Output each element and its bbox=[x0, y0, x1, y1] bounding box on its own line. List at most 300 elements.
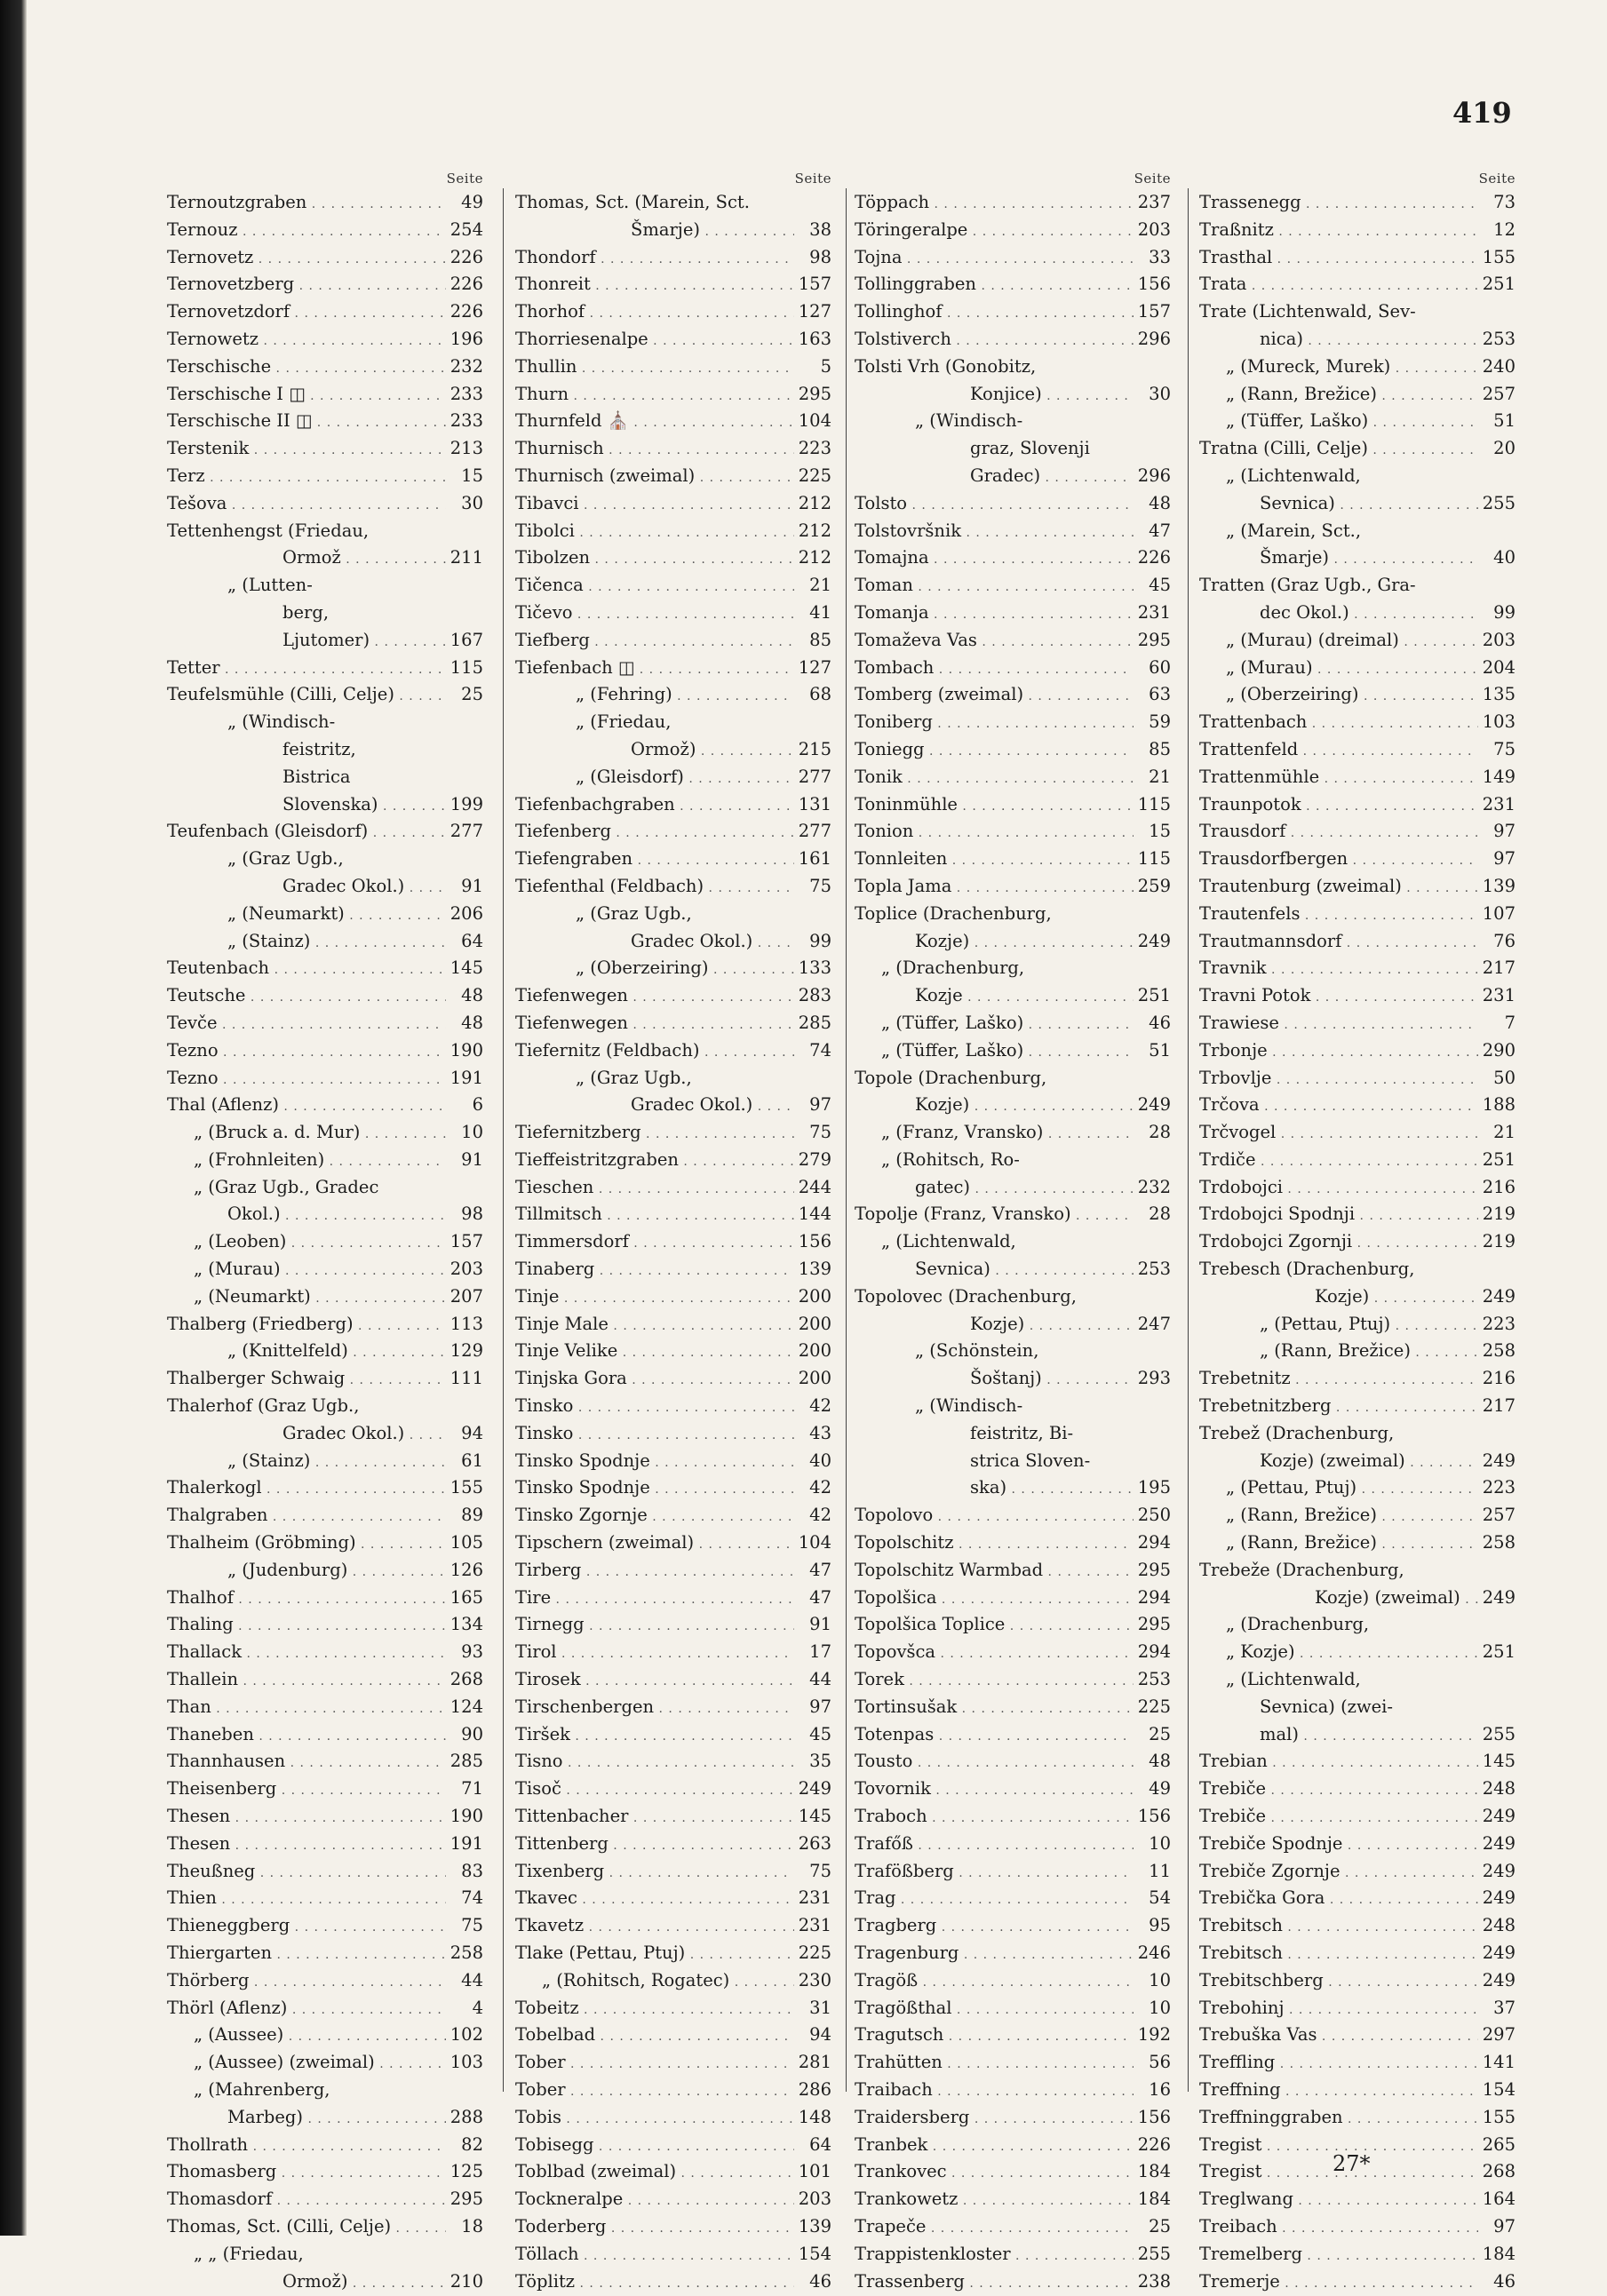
entry-page: 293 bbox=[1137, 1368, 1171, 1389]
entry-page: 254 bbox=[449, 218, 483, 240]
entry-page: 200 bbox=[798, 1340, 831, 1362]
entry-name: Tettenhengst (Friedau, bbox=[167, 520, 370, 541]
entry-name: „ (Gleisdorf) . . . bbox=[515, 765, 794, 792]
column-divider bbox=[503, 188, 504, 2092]
index-entry bbox=[1199, 1366, 1516, 1394]
entry-name: Tragößthal . . . bbox=[855, 1996, 1134, 2023]
index-entry bbox=[855, 2050, 1171, 2078]
entry-name: Ljutomer) . . . bbox=[167, 628, 446, 655]
index-entry bbox=[1199, 327, 1516, 354]
entry-name: Thomasberg . . . bbox=[167, 2159, 446, 2187]
entry-page: 165 bbox=[449, 1586, 483, 1608]
index-entry bbox=[855, 1092, 1171, 1120]
index-entry bbox=[855, 1503, 1171, 1530]
entry-page: 157 bbox=[1137, 301, 1171, 322]
entry-page: 191 bbox=[449, 1832, 483, 1854]
entry-name: Thalberg (Friedberg) . . . bbox=[167, 1312, 446, 1339]
index-entry bbox=[167, 819, 483, 846]
entry-page: 82 bbox=[461, 2133, 483, 2155]
index-entry bbox=[855, 2078, 1171, 2105]
index-entry bbox=[1199, 1749, 1516, 1776]
entry-name: Kozje) . . . bbox=[1199, 1284, 1478, 1312]
entry-page: 76 bbox=[1493, 930, 1516, 951]
entry-page: 219 bbox=[1482, 1204, 1516, 1225]
entry-page: 93 bbox=[461, 1641, 483, 1663]
index-entry bbox=[1199, 409, 1516, 436]
entry-name: Kozje . . . bbox=[855, 983, 1134, 1011]
entry-page: 74 bbox=[461, 1887, 483, 1909]
entry-name: Tiefenbachgraben . . . bbox=[515, 792, 794, 820]
index-entry bbox=[515, 491, 831, 519]
entry-page: 46 bbox=[1493, 2270, 1516, 2292]
entry-name: Tolsto . . . bbox=[855, 491, 1134, 519]
index-entry bbox=[855, 2187, 1171, 2214]
entry-page: 257 bbox=[1482, 1505, 1516, 1526]
index-entry bbox=[167, 1475, 483, 1503]
index-entry bbox=[1199, 628, 1516, 655]
entry-name: „ (Friedau, bbox=[576, 711, 672, 733]
index-entry bbox=[515, 1776, 831, 1804]
index-entry bbox=[1199, 1996, 1516, 2023]
index-entry bbox=[1199, 436, 1516, 464]
entry-name: Trapeče . . . bbox=[855, 2214, 1134, 2242]
entry-name: Tiefengraben . . . bbox=[515, 846, 794, 874]
entry-page: 223 bbox=[1482, 1313, 1516, 1334]
entry-name: Toniegg . . . bbox=[855, 737, 1134, 765]
entry-name: Tirosek . . . bbox=[515, 1667, 794, 1695]
entry-page: 16 bbox=[1149, 2078, 1171, 2100]
entry-page: 255 bbox=[1137, 2243, 1171, 2264]
entry-page: 35 bbox=[809, 1751, 831, 1772]
entry-name: „ (Murau) (dreimal) . . . bbox=[1199, 628, 1478, 655]
index-entry bbox=[167, 573, 483, 600]
entry-name: Trautmannsdorf . . . bbox=[1199, 929, 1478, 957]
entry-name: „ (Stainz) . . . bbox=[167, 1449, 446, 1476]
index-entry bbox=[855, 1859, 1171, 1887]
index-entry bbox=[1199, 1530, 1516, 1558]
entry-page: 145 bbox=[449, 957, 483, 979]
entry-page: 279 bbox=[798, 1148, 831, 1170]
index-entry bbox=[855, 2105, 1171, 2133]
entry-page: 290 bbox=[1482, 1039, 1516, 1061]
entry-name: Trawiese . . . bbox=[1199, 1011, 1478, 1038]
entry-name: Thomasdorf . . . bbox=[167, 2187, 446, 2214]
entry-name: Thannhausen . . . bbox=[167, 1749, 446, 1776]
entry-name: „ (Frohnleiten) . . . bbox=[167, 1148, 446, 1175]
index-entry bbox=[855, 1558, 1171, 1585]
entry-page: 30 bbox=[1149, 383, 1171, 404]
entry-name: Toniberg . . . bbox=[855, 710, 1134, 737]
entry-page: 155 bbox=[1482, 246, 1516, 267]
index-entry bbox=[1199, 464, 1516, 491]
entry-name: Kozje) (zweimal) . . . bbox=[1199, 1449, 1478, 1476]
index-entry bbox=[855, 1831, 1171, 1859]
entry-name: mal) . . . bbox=[1199, 1722, 1478, 1750]
entry-page: 253 bbox=[1137, 1669, 1171, 1690]
index-entry bbox=[855, 1475, 1171, 1503]
index-entry bbox=[167, 245, 483, 273]
entry-page: 97 bbox=[809, 1696, 831, 1717]
entry-name: Thomas, Sct. (Marein, Sct. bbox=[515, 192, 750, 212]
index-entry bbox=[855, 792, 1171, 820]
index-entry bbox=[167, 327, 483, 354]
index-entry bbox=[167, 1776, 483, 1804]
seite-header: Seite bbox=[1134, 171, 1171, 187]
index-entry bbox=[167, 491, 483, 519]
index-entry bbox=[1199, 299, 1516, 327]
entry-name: Sevnica) . . . bbox=[1199, 491, 1478, 519]
entry-name: Trbonje . . . bbox=[1199, 1038, 1478, 1066]
index-entry bbox=[1199, 792, 1516, 820]
index-entry bbox=[167, 1229, 483, 1257]
entry-name: Trebian . . . bbox=[1199, 1749, 1478, 1776]
entry-page: 163 bbox=[798, 328, 831, 349]
index-entry bbox=[855, 1640, 1171, 1667]
index-entry bbox=[167, 1722, 483, 1750]
entry-page: 286 bbox=[798, 2078, 831, 2100]
entry-page: 211 bbox=[449, 547, 483, 568]
entry-page: 17 bbox=[809, 1641, 831, 1663]
entry-name: Thallack . . . bbox=[167, 1640, 446, 1667]
entry-name: Tobisegg . . . bbox=[515, 2133, 794, 2160]
entry-page: 196 bbox=[449, 328, 483, 349]
entry-name: Gradec Okol.) . . . bbox=[167, 1421, 446, 1449]
entry-name: „ (Knittelfeld) . . . bbox=[167, 1339, 446, 1366]
index-entry bbox=[1199, 2078, 1516, 2105]
entry-page: 192 bbox=[1137, 2024, 1171, 2046]
entry-page: 223 bbox=[1482, 1477, 1516, 1498]
entry-name: Torek . . . bbox=[855, 1667, 1134, 1695]
entry-name: Topolschitz . . . bbox=[855, 1530, 1134, 1558]
index-entry bbox=[1199, 2105, 1516, 2133]
entry-page: 90 bbox=[461, 1723, 483, 1744]
entry-page: 295 bbox=[1137, 1614, 1171, 1635]
entry-name: Sevnica) (zwei- bbox=[1260, 1696, 1394, 1717]
index-entry bbox=[1199, 1722, 1516, 1750]
entry-name: „ (Rohitsch, Rogatec) . . . bbox=[515, 1968, 794, 1996]
index-entry bbox=[515, 1968, 831, 1996]
entry-page: 139 bbox=[1482, 875, 1516, 896]
entry-page: 98 bbox=[809, 246, 831, 267]
entry-name: Thonreit . . . bbox=[515, 272, 794, 299]
index-entry bbox=[855, 1175, 1171, 1203]
entry-page: 48 bbox=[1149, 1751, 1171, 1772]
entry-page: 206 bbox=[449, 902, 483, 924]
entry-page: 253 bbox=[1482, 328, 1516, 349]
entry-name: Tinje Velike . . . bbox=[515, 1339, 794, 1366]
index-entry bbox=[515, 1038, 831, 1066]
entry-name: Ternowetz . . . bbox=[167, 327, 446, 354]
entry-page: 145 bbox=[798, 1806, 831, 1827]
index-entry bbox=[855, 1941, 1171, 1968]
entry-name: „ (Bruck a. d. Mur) . . . bbox=[167, 1120, 446, 1148]
entry-name: Tortinsušak . . . bbox=[855, 1695, 1134, 1722]
entry-name: Trčova . . . bbox=[1199, 1092, 1478, 1120]
index-entry bbox=[1199, 382, 1516, 409]
entry-name: „ (Drachenburg, bbox=[1226, 1614, 1370, 1635]
entry-page: 56 bbox=[1149, 2052, 1171, 2073]
entry-name: Tonion . . . bbox=[855, 819, 1134, 846]
entry-page: 149 bbox=[1482, 766, 1516, 787]
index-entry bbox=[855, 382, 1171, 409]
index-entry bbox=[1199, 519, 1516, 546]
entry-page: 247 bbox=[1137, 1313, 1171, 1334]
entry-name: Tockneralpe . . . bbox=[515, 2187, 794, 2214]
index-entry bbox=[515, 874, 831, 902]
index-entry bbox=[1199, 1640, 1516, 1667]
entry-page: 42 bbox=[809, 1505, 831, 1526]
index-entry bbox=[1199, 491, 1516, 519]
entry-page: 95 bbox=[1149, 1915, 1171, 1936]
entry-page: 285 bbox=[449, 1751, 483, 1772]
entry-page: 255 bbox=[1482, 1723, 1516, 1744]
index-entry bbox=[167, 218, 483, 245]
entry-name: Tinsko . . . bbox=[515, 1421, 794, 1449]
index-entry bbox=[855, 1366, 1171, 1394]
index-entry bbox=[167, 628, 483, 655]
index-entry bbox=[515, 245, 831, 273]
entry-page: 75 bbox=[461, 1915, 483, 1936]
index-entry bbox=[1199, 1229, 1516, 1257]
entry-name: Toplice (Drachenburg, bbox=[855, 902, 1052, 924]
entry-page: 144 bbox=[798, 1204, 831, 1225]
entry-name: Töplitz . . . bbox=[515, 2269, 794, 2296]
index-entry bbox=[855, 929, 1171, 957]
entry-page: 231 bbox=[1482, 793, 1516, 814]
entry-name: Trautenfels . . . bbox=[1199, 902, 1478, 929]
index-entry bbox=[1199, 1667, 1516, 1695]
entry-name: Tičenca . . . bbox=[515, 573, 794, 600]
index-entry bbox=[515, 519, 831, 546]
entry-name: Trebiče Spodnje . . . bbox=[1199, 1831, 1478, 1859]
entry-name: Tieschen . . . bbox=[515, 1175, 794, 1203]
index-entry bbox=[1199, 2022, 1516, 2050]
entry-page: 203 bbox=[1137, 218, 1171, 240]
entry-name: Thalgraben . . . bbox=[167, 1503, 446, 1530]
entry-page: 113 bbox=[449, 1313, 483, 1334]
entry-page: 200 bbox=[798, 1285, 831, 1307]
entry-page: 200 bbox=[798, 1368, 831, 1389]
entry-page: 139 bbox=[798, 2215, 831, 2236]
index-entry bbox=[167, 1339, 483, 1366]
index-entry bbox=[515, 2050, 831, 2078]
entry-page: 10 bbox=[1149, 1969, 1171, 1990]
entry-page: 115 bbox=[1137, 793, 1171, 814]
entry-name: Tregist . . . bbox=[1199, 2159, 1478, 2187]
entry-name: ska) . . . bbox=[855, 1475, 1134, 1503]
index-entry bbox=[855, 1667, 1171, 1695]
index-entry bbox=[167, 1749, 483, 1776]
entry-name: „ (Rann, Brežice) . . . bbox=[1199, 382, 1478, 409]
entry-name: Teufenbach (Gleisdorf) . . . bbox=[167, 819, 446, 846]
index-entry bbox=[515, 2105, 831, 2133]
entry-name: Tinje Male . . . bbox=[515, 1312, 794, 1339]
entry-name: „ (Mureck, Murek) . . . bbox=[1199, 354, 1478, 382]
index-entry bbox=[167, 874, 483, 902]
entry-page: 48 bbox=[461, 985, 483, 1006]
entry-name: Tojna . . . bbox=[855, 245, 1134, 273]
index-entry bbox=[1199, 1859, 1516, 1887]
index-entry bbox=[855, 491, 1171, 519]
entry-name: Tetter . . . bbox=[167, 655, 446, 683]
entry-page: 251 bbox=[1137, 985, 1171, 1006]
index-entry bbox=[855, 1722, 1171, 1750]
index-entry bbox=[855, 1776, 1171, 1804]
entry-page: 257 bbox=[1482, 383, 1516, 404]
index-entry bbox=[515, 1996, 831, 2023]
index-entry bbox=[1199, 956, 1516, 983]
entry-name: „ (Oberzeiring) . . . bbox=[515, 956, 794, 983]
index-entry bbox=[515, 792, 831, 820]
entry-page: 248 bbox=[1482, 1778, 1516, 1799]
entry-name: feistritz, Bi- bbox=[970, 1422, 1074, 1443]
entry-name: Tremerje . . . bbox=[1199, 2269, 1478, 2296]
entry-name: Ternovetzberg . . . bbox=[167, 272, 446, 299]
entry-name: Tranbek . . . bbox=[855, 2133, 1134, 2160]
entry-page: 295 bbox=[798, 383, 831, 404]
index-entry bbox=[855, 545, 1171, 573]
index-entry bbox=[1199, 1695, 1516, 1722]
index-entry bbox=[515, 573, 831, 600]
index-entry bbox=[855, 1612, 1171, 1640]
index-entry bbox=[1199, 1394, 1516, 1421]
entry-name: Tirberg . . . bbox=[515, 1558, 794, 1585]
index-column-1 bbox=[167, 171, 483, 2296]
entry-name: Thalheim (Gröbming) . . . bbox=[167, 1530, 446, 1558]
entry-name: Thomas, Sct. (Cilli, Celje) . . . bbox=[167, 2214, 446, 2242]
entry-page: 226 bbox=[1137, 2133, 1171, 2155]
entry-page: 294 bbox=[1137, 1586, 1171, 1608]
index-entry bbox=[515, 1394, 831, 1421]
entry-name: Tisoč . . . bbox=[515, 1776, 794, 1804]
entry-page: 215 bbox=[798, 738, 831, 759]
index-entry bbox=[1199, 1284, 1516, 1312]
entry-page: 46 bbox=[1149, 1012, 1171, 1033]
index-entry bbox=[855, 956, 1171, 983]
entry-page: 41 bbox=[809, 601, 831, 623]
entry-name: Thurnfeld ⛪ . . . bbox=[515, 409, 794, 436]
entry-name: berg, bbox=[282, 601, 330, 623]
index-entry bbox=[167, 1558, 483, 1585]
entry-name: Tezno . . . bbox=[167, 1038, 446, 1066]
entry-name: Tittenbacher . . . bbox=[515, 1804, 794, 1831]
entry-name: „ (Tüffer, Laško) . . . bbox=[855, 1038, 1134, 1066]
index-entry bbox=[855, 1229, 1171, 1257]
entry-name: Šmarje) . . . bbox=[1199, 545, 1478, 573]
entry-name: „ (Tüffer, Laško) . . . bbox=[1199, 409, 1478, 436]
entry-page: 75 bbox=[1493, 738, 1516, 759]
index-entry bbox=[167, 1120, 483, 1148]
index-entry bbox=[515, 1148, 831, 1175]
index-entry bbox=[1199, 1449, 1516, 1476]
entry-page: 85 bbox=[1149, 738, 1171, 759]
entry-name: Tolstovršnik . . . bbox=[855, 519, 1134, 546]
index-entry bbox=[1199, 218, 1516, 245]
entry-page: 233 bbox=[449, 383, 483, 404]
index-entry bbox=[855, 2214, 1171, 2242]
entry-page: 40 bbox=[809, 1450, 831, 1471]
entry-name: Trebetnitz . . . bbox=[1199, 1366, 1478, 1394]
entry-page: 46 bbox=[809, 2270, 831, 2292]
index-entry bbox=[1199, 1475, 1516, 1503]
entry-page: 295 bbox=[449, 2189, 483, 2210]
entry-page: 37 bbox=[1493, 1997, 1516, 2018]
index-entry bbox=[167, 1530, 483, 1558]
index-entry bbox=[1199, 846, 1516, 874]
entry-page: 167 bbox=[449, 629, 483, 650]
entry-name: Bistrica bbox=[282, 766, 351, 787]
index-entry bbox=[167, 1449, 483, 1476]
entry-page: 134 bbox=[449, 1614, 483, 1635]
entry-page: 283 bbox=[798, 985, 831, 1006]
entry-page: 71 bbox=[461, 1778, 483, 1799]
entry-name: Toblbad (zweimal) . . . bbox=[515, 2159, 794, 2187]
index-entry bbox=[1199, 1175, 1516, 1203]
index-entry bbox=[855, 245, 1171, 273]
index-entry bbox=[167, 1695, 483, 1722]
entry-name: Tirschenbergen . . . bbox=[515, 1695, 794, 1722]
index-entry bbox=[1199, 1202, 1516, 1229]
index-entry bbox=[515, 1886, 831, 1913]
entry-page: 199 bbox=[449, 793, 483, 814]
index-entry bbox=[167, 2214, 483, 2242]
entry-name: Tobeitz . . . bbox=[515, 1996, 794, 2023]
entry-page: 12 bbox=[1493, 218, 1516, 240]
entry-page: 212 bbox=[798, 520, 831, 541]
index-entry bbox=[515, 628, 831, 655]
index-entry bbox=[167, 792, 483, 820]
index-entry bbox=[515, 2187, 831, 2214]
entry-name: Tešova . . . bbox=[167, 491, 446, 519]
index-entry bbox=[1199, 2269, 1516, 2296]
entry-name: Thesen . . . bbox=[167, 1804, 446, 1831]
entry-page: 145 bbox=[1482, 1751, 1516, 1772]
entry-name: „ (Rann, Brežice) . . . bbox=[1199, 1530, 1478, 1558]
index-entry bbox=[515, 1449, 831, 1476]
entry-page: 155 bbox=[1482, 2106, 1516, 2127]
entry-name: Ternovetzdorf . . . bbox=[167, 299, 446, 327]
index-entry bbox=[1199, 1804, 1516, 1831]
index-entry bbox=[515, 1530, 831, 1558]
entry-name: Treffninggraben . . . bbox=[1199, 2105, 1478, 2133]
entry-page: 156 bbox=[1137, 274, 1171, 295]
book-binding-edge bbox=[0, 0, 27, 2236]
entry-name: Tisno . . . bbox=[515, 1749, 794, 1776]
index-entry bbox=[167, 737, 483, 765]
entry-name: Kozje) (zweimal) . . . bbox=[1199, 1585, 1478, 1613]
index-entry bbox=[167, 2105, 483, 2133]
entry-name: Slovenska) . . . bbox=[167, 792, 446, 820]
index-entry bbox=[167, 2187, 483, 2214]
entry-name: Ormož) . . . bbox=[167, 2269, 446, 2296]
entry-name: Thal (Aflenz) . . . bbox=[167, 1092, 446, 1120]
entry-name: Tomajna . . . bbox=[855, 545, 1134, 573]
index-entry bbox=[515, 354, 831, 382]
entry-name: Than . . . bbox=[167, 1695, 446, 1722]
index-entry bbox=[167, 1366, 483, 1394]
index-entry bbox=[1199, 1038, 1516, 1066]
entry-name: Terz . . . bbox=[167, 464, 446, 491]
entry-name: Topolšica Toplice . . . bbox=[855, 1612, 1134, 1640]
entry-name: Tiefenwegen . . . bbox=[515, 1011, 794, 1038]
entry-name: „ (Tüffer, Laško) . . . bbox=[855, 1011, 1134, 1038]
entry-name: Tinsko Spodnje . . . bbox=[515, 1449, 794, 1476]
entry-name: Trdobojci Zgornji . . . bbox=[1199, 1229, 1478, 1257]
entry-name: Tire . . . bbox=[515, 1585, 794, 1613]
entry-name: Traßnitz . . . bbox=[1199, 218, 1478, 245]
entry-page: 188 bbox=[1482, 1094, 1516, 1116]
index-entry bbox=[855, 765, 1171, 792]
